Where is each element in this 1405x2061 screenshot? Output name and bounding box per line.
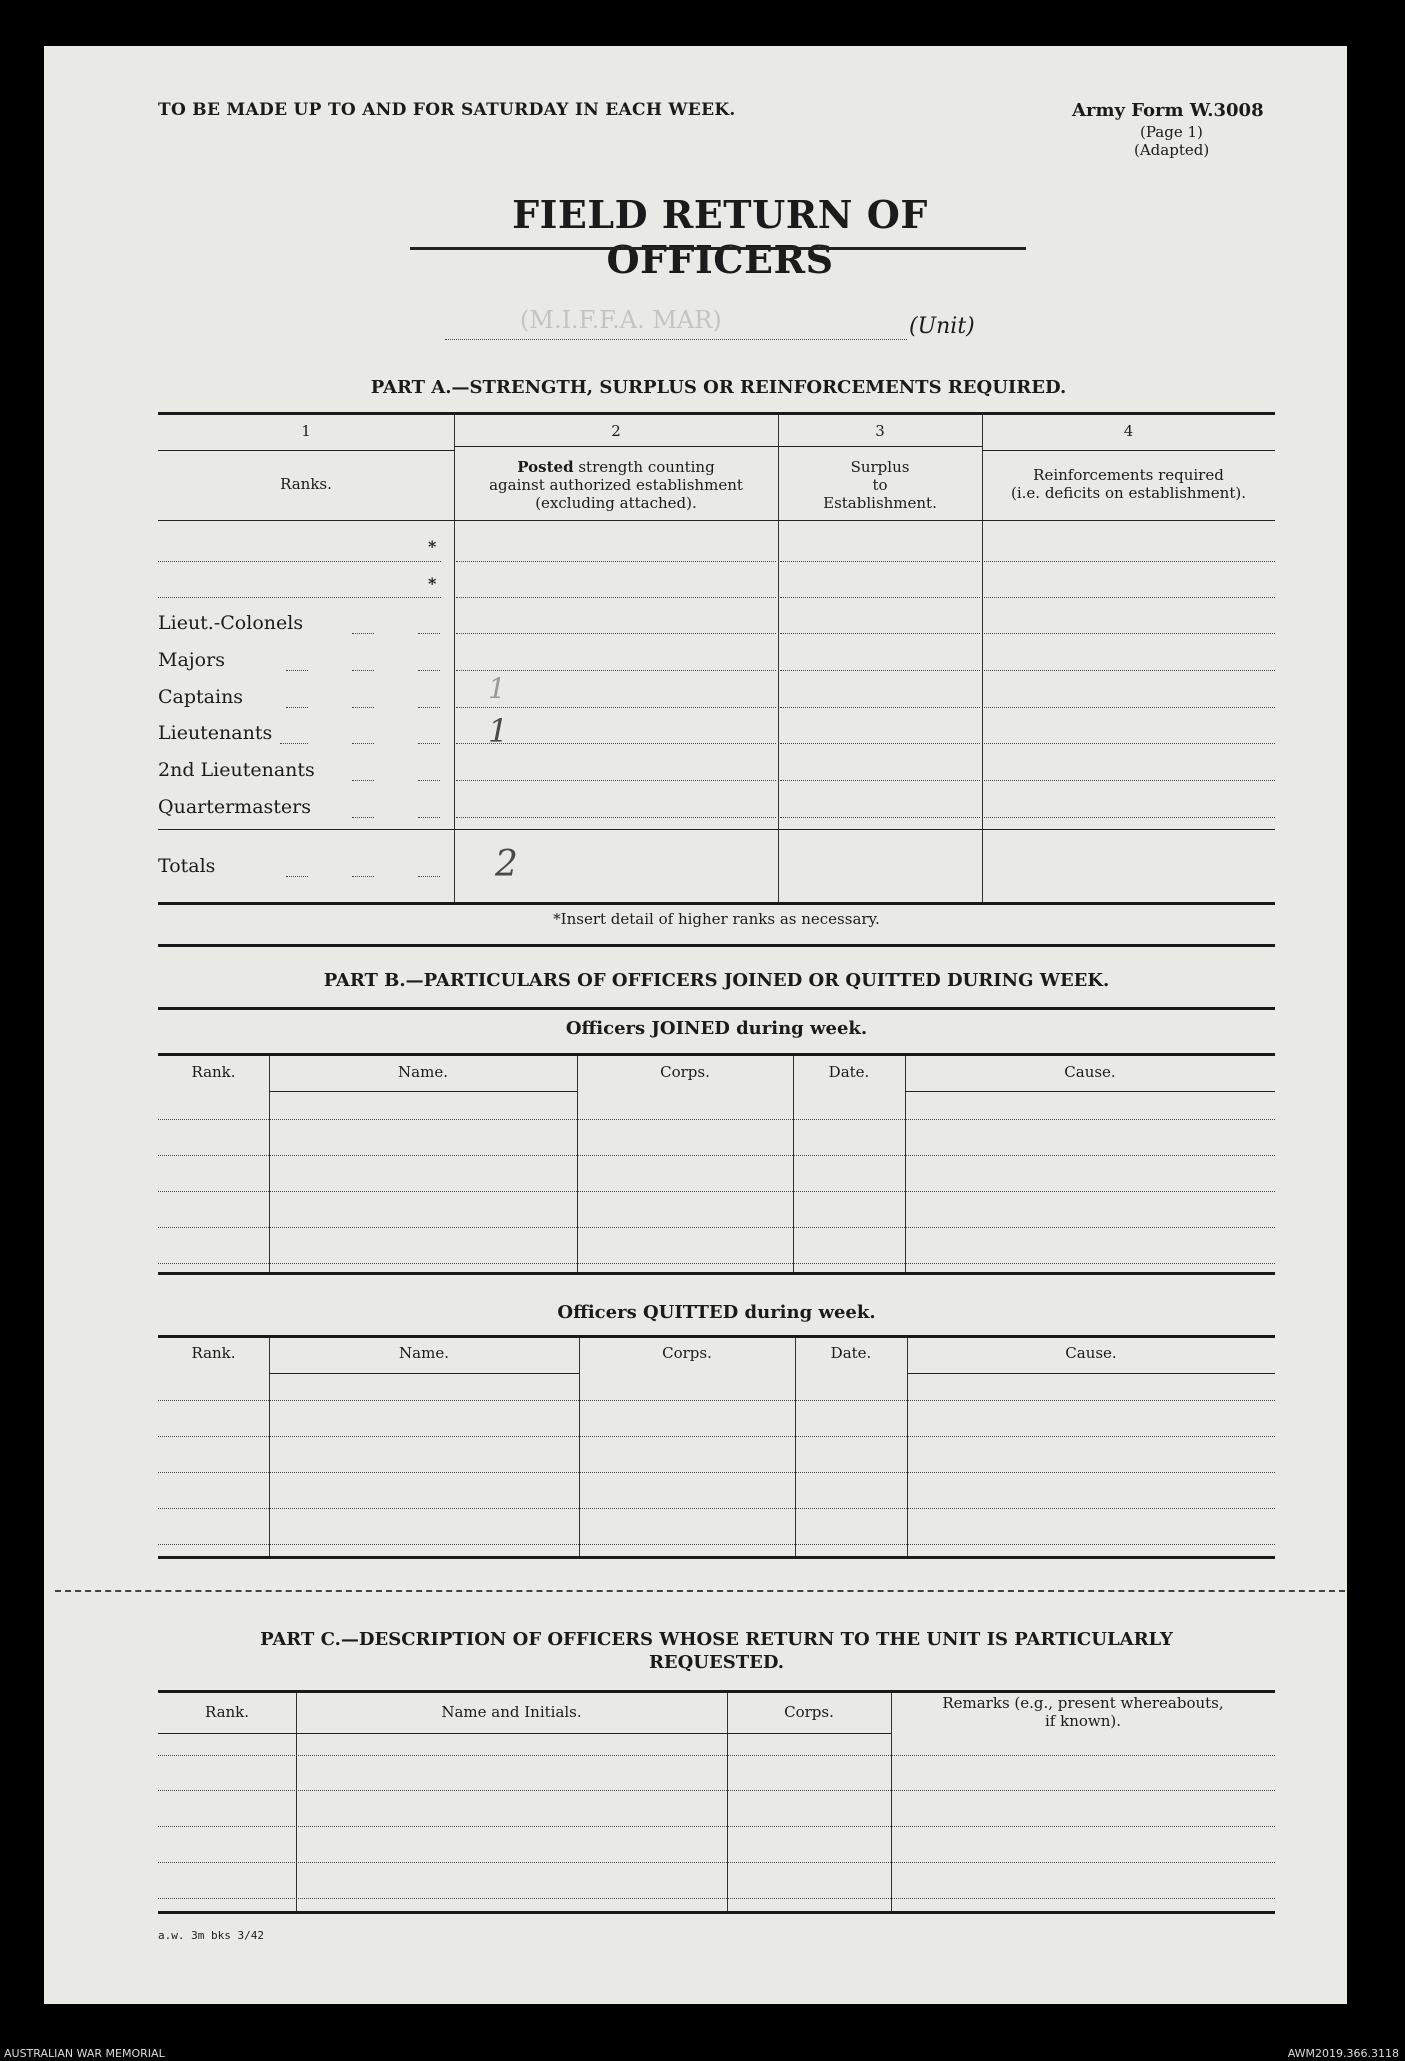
part-c-col-name: Name and Initials. [441,1703,582,1721]
joined-col-name: Name. [398,1063,448,1081]
part-c-col-rank: Rank. [204,1703,250,1721]
joined-col-date: Date. [828,1063,870,1081]
adapted-label: (Adapted) [1134,141,1210,159]
part-c-col-corps: Corps. [784,1703,834,1721]
quitted-col-date: Date. [830,1344,872,1362]
page-number: (Page 1) [1140,123,1203,141]
col-number-4: 4 [1123,422,1134,440]
reinforcements-header: Reinforcements required (i.e. deficits on establishment). [1011,466,1246,502]
perforation-line [55,1590,1345,1592]
surplus-header: Surplus to Establishment. [823,458,937,512]
quitted-col-rank: Rank. [191,1344,236,1362]
ranks-header: Ranks. [280,475,332,493]
part-a-heading: PART A.—STRENGTH, SURPLUS OR REINFORCEMENTS REQUIRED. [370,377,1067,398]
quitted-heading: Officers QUITTED during week. [557,1302,876,1323]
unit-line [445,339,907,340]
unit-label: (Unit) [909,314,975,339]
handwritten-captains: 1 [488,672,506,705]
handwritten-totals: 2 [495,844,518,885]
posted-strength-header: Posted strength counting against authorized establishment (excluding attached). [489,458,743,512]
part-a-top-rule [158,412,1275,415]
rank-lieut-colonels: Lieut.-Colonels [158,612,304,634]
rank-captains: Captains [158,686,244,708]
form-number: Army Form W.3008 [1072,100,1264,121]
footer-institution: AUSTRALIAN WAR MEMORIAL [4,2047,165,2060]
quitted-col-cause: Cause. [1065,1344,1117,1362]
rank-majors: Majors [158,649,225,671]
col-number-3: 3 [875,422,885,440]
page-title: FIELD RETURN OF OFFICERS [512,192,928,282]
title-underline [410,247,1026,250]
handwritten-lieutenants: 1 [488,712,509,750]
col-number-2: 2 [611,422,621,440]
joined-col-cause: Cause. [1064,1063,1116,1081]
part-b-heading: PART B.—PARTICULARS OF OFFICERS JOINED OR QUITTED DURING WEEK. [323,970,1110,991]
col-number-1: 1 [301,422,311,440]
rank-2nd-lieutenants: 2nd Lieutenants [158,759,315,781]
instruction-text: TO BE MADE UP TO AND FOR SATURDAY IN EACH WEEK. [158,100,736,120]
joined-heading: Officers JOINED during week. [565,1018,868,1039]
asterisk-1: * [428,537,437,556]
quitted-col-name: Name. [399,1344,449,1362]
joined-col-rank: Rank. [191,1063,236,1081]
part-c-heading: PART C.—DESCRIPTION OF OFFICERS WHOSE RETURN TO THE UNIT IS PARTICULARLY REQUESTED. [260,1629,1173,1673]
footer-accession: AWM2019.366.3118 [1287,2047,1399,2060]
part-c-col-remarks: Remarks (e.g., present whereabouts, if known). [942,1694,1224,1730]
rank-quartermasters: Quartermasters [158,796,311,818]
print-code: a.w. 3m bks 3/42 [158,1929,264,1942]
asterisk-2: * [428,574,437,593]
joined-col-corps: Corps. [660,1063,710,1081]
part-a-footnote: *Insert detail of higher ranks as necessary. [553,910,880,928]
rank-lieutenants: Lieutenants [158,722,273,744]
quitted-col-corps: Corps. [662,1344,712,1362]
totals-label: Totals [158,855,216,877]
faded-unit-stamp: (M.I.F.F.A. MAR) [520,306,722,334]
